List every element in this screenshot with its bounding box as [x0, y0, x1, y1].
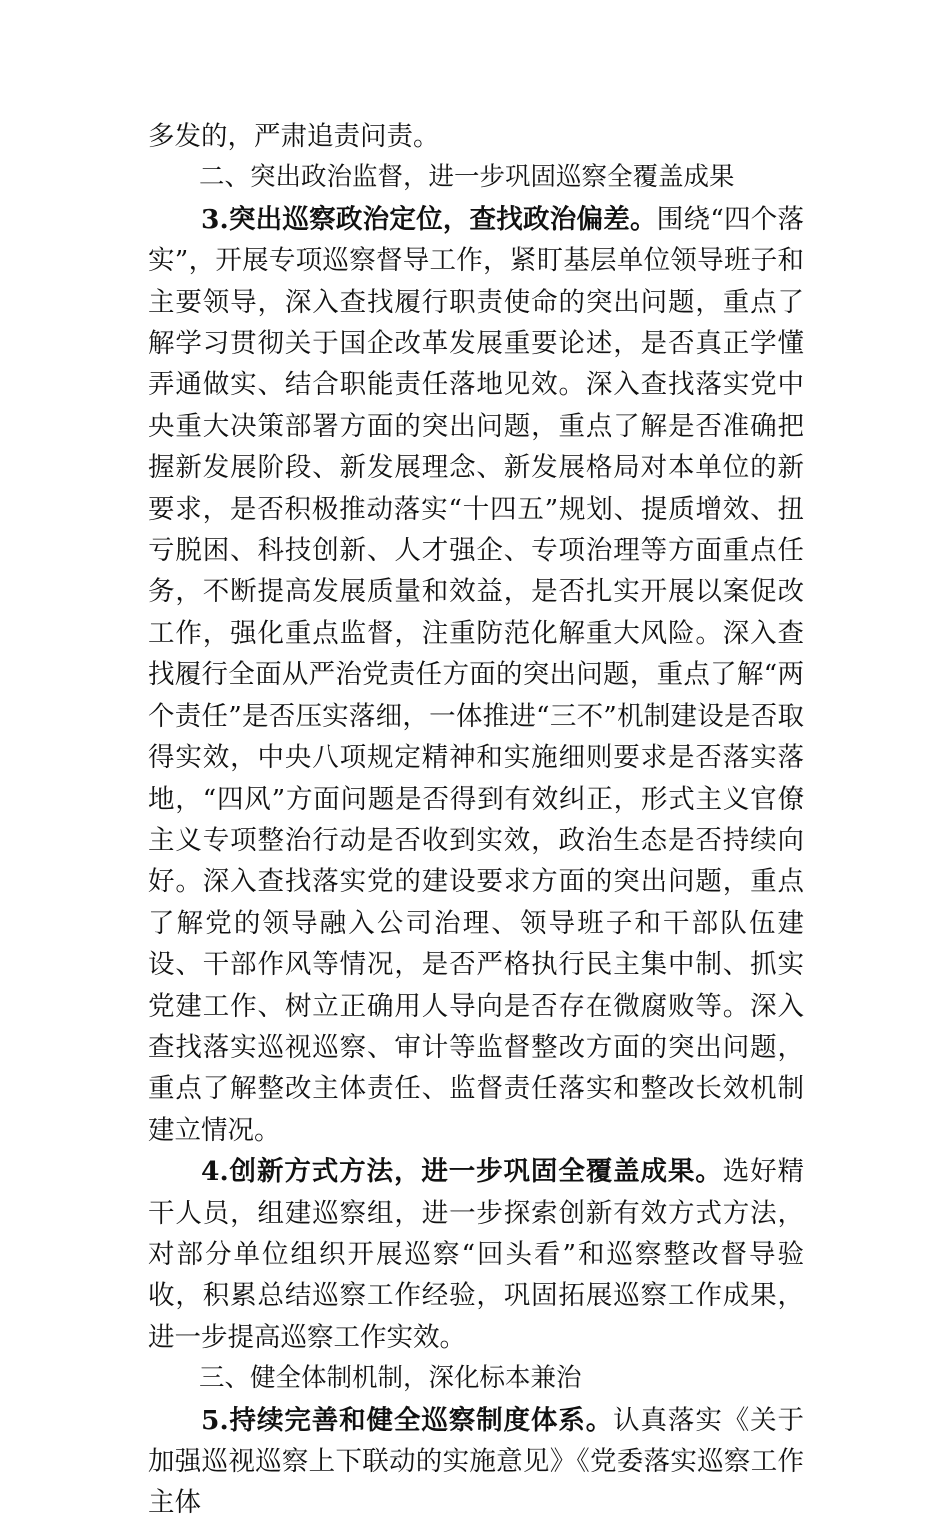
item-lead: 5.持续完善和健全巡察制度体系。 — [201, 1404, 614, 1436]
document-body — [148, 116, 804, 1524]
item-lead: 3.突出巡察政治定位，查找政治偏差。 — [201, 203, 657, 235]
continuation-paragraph — [148, 116, 804, 157]
heading-text: 三、健全体制机制，深化标本兼治 — [199, 1363, 582, 1394]
section-heading-2 — [148, 157, 804, 198]
paragraph-text: 围绕“四个落实”，开展专项巡察督导工作，紧盯基层单位领导班子和主要领导，深入查找履行职责使命的突出问题，重点了解学习贯彻关于国企改革发展重要论述，是否真正学懂弄通做实、结合职能责任落地见效。深入查找落实党中央重大决策部署方面的突出问题，重点了解是否准确把握新发展阶段、新发展理念、新发展格局对本单位的新要求，是否积极推动落实“十四五”规划、提质增效、扭亏脱困、科技创新、人才强企、专项治理等方面重点任务，不断提高发展质量和效益，是否扎实开展以案促改工作，强化重点监督，注重防范化解重大风险。深入查找履行全面从严治党责任方面的突出问题，重点了解“两个责任”是否压实落细，一体推进“三不”机制建设是否取得实效，中央八项规定精神和实施细则要求是否落实落地，“四风”方面问题是否得到有效纠正，形式主义官僚主义专项整治行动是否收到实效，政治生态是否持续向好。深入查找落实党的建设要求方面的突出问题，重点了解党的领导融入公司治理、领导班子和干部队伍建设、干部作风等情况，是否严格执行民主集中制、抓实党建工作、树立正确用人导向是否存在微腐败等。深入查找落实巡视巡察、审计等监督整改方面的突出问题，重点了解整改主体责任、监督责任落实和整改长效机制建立情况。 — [148, 203, 804, 1146]
paragraph-text: 认真落实《关于加强巡视巡察上下联动的实施意见》《党委落实巡察工作主体 — [148, 1404, 805, 1519]
paragraph-text: 选好精干人员，组建巡察组，进一步探索创新有效方式方法，对部分单位组织开展巡察“回头看”和巡察整改督导验收，积累总结巡察工作经验，巩固拓展巡察工作成果，进一步提高巡察工作实效。 — [148, 1156, 804, 1353]
item-paragraph-4 — [148, 1151, 804, 1358]
item-paragraph-5 — [148, 1400, 804, 1524]
heading-text: 二、突出政治监督，进一步巩固巡察全覆盖成果 — [199, 162, 735, 193]
section-heading-3 — [148, 1358, 804, 1399]
item-paragraph-3 — [148, 199, 804, 1151]
item-lead: 4.创新方式方法，进一步巩固全覆盖成果。 — [201, 1156, 723, 1188]
paragraph-text: 多发的，严肃追责问责。 — [148, 121, 440, 152]
